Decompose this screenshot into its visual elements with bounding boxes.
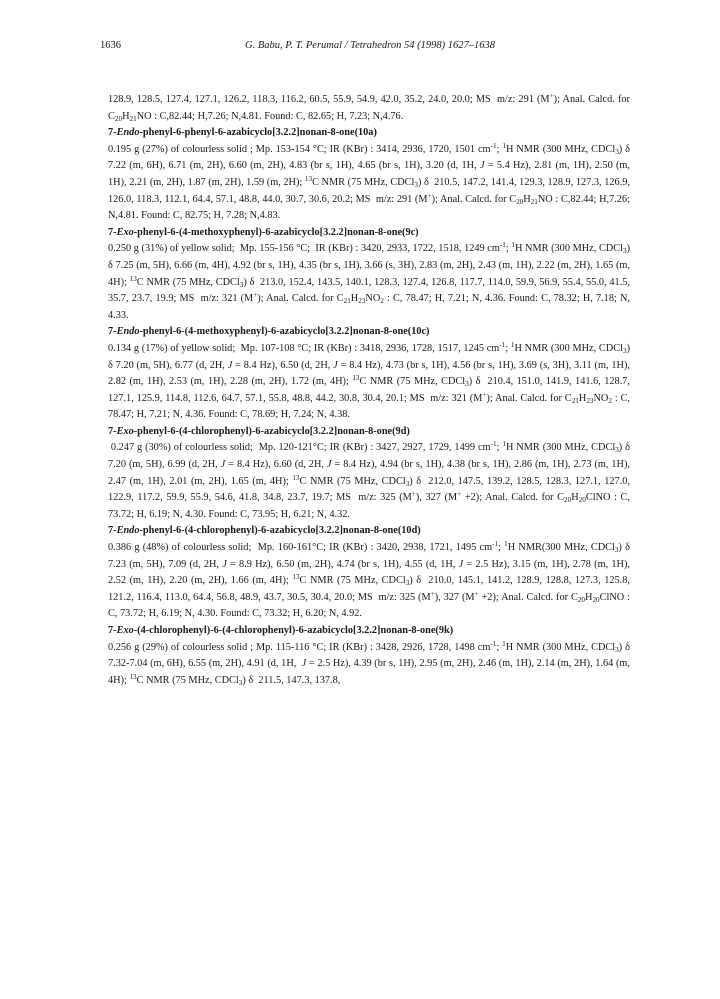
compound-data-paragraph: 0.386 g (48%) of colourless solid; Mp. 160-161°C; IR (KBr) : 3420, 2938, 1721, 1495 $cm^{-1}$; $^1$H NMR(300 MHz, CDCl$_3$) δ 7.23 (m, 5H), 7.09 (d, 2H, J = 8.9 Hz), 6.50 (m, 2H), 4.74 (br s, 1H), 4.55 (d, 1H, J = 2.5 Hz), 3.15 (m, 1H), 2.78 (m, 1H), 2.52 (m, 1H), 2.20 (m, 2H), 1.66 (m, 4H); $^{13}$C NMR (75 MHz, CDCl$_3$) δ 210.0, 145.1, 141.2, 128.9, 128.8, 127.3, 125.8, 121.2, 116.4, 113.0, 64.4, 56.8, 48.9, 43.7, 30.5, 30.4, 20.0; MS m/z: 325 (M+), 327 (M+ +2); Anal. Calcd. for $C_{20}H_{20}ClNO$ : C, 73.72; H, 6.19; N, 4.30. Found: C, 73.32; H, 6.20; N, 4.92. bbox=[108, 540, 631, 620]
compound-title: 7-Endo-phenyl-6-phenyl-6-azabicyclo[3.2.2]nonan-8-one(10a) bbox=[108, 127, 377, 139]
compound-data-paragraph: 0.250 g (31%) of yellow solid; Mp. 155-156 °C; IR (KBr) : 3420, 2933, 1722, 1518, 1249 $cm^{-1}$; $^1$H NMR (300 MHz, CDCl$_3$) δ 7.25 (m, 5H), 6.66 (m, 4H), 4.92 (br s, 1H), 4.35 (br s, 1H), 3.66 (s, 3H), 2.83 (m, 2H), 2.43 (m, 1H), 2.22 (m, 2H), 1.65 (m, 4H); $^{13}$C NMR (75 MHz, CDCl$_3$) δ 213.0, 152.4, 143.5, 140.1, 128.3, 127.4, 126.8, 117.7, 114.0, 59.9, 56.9, 55.4, 55.0, 41.5, 35.7, 23.7, 19.9; MS m/z: 321 (M+); Anal. Calcd. for $C_{21}H_{23}NO_2$ : C, 78.47; H, 7.21; N, 4.36. Found: C, 78.32; H, 7.18; N, 4.33. bbox=[108, 241, 631, 321]
compound-data-paragraph: 0.247 g (30%) of colourless solid; Mp. 120-121°C; IR (KBr) : 3427, 2927, 1729, 1499 $cm^{-1}$; $^1$H NMR (300 MHz, CDCl$_3$) δ 7.20 (m, 5H), 6.99 (d, 2H, J = 8.4 Hz), 6.60 (d, 2H, J = 8.4 Hz), 4.94 (br s, 1H), 4.38 (br s, 1H), 2.86 (m, 1H), 2.73 (m, 1H), 2.47 (m, 1H), 2.01 (m, 2H), 1.65 (m, 4H); $^{13}$C NMR (75 MHz, CDCl$_3$) δ 212.0, 147.5, 139.2, 128.5, 128.3, 127.1, 127.0, 122.9, 117.2, 59.9, 55.9, 54.6, 41.8, 34.8, 23.7, 19.7; MS m/z: 325 (M+), 327 (M+ +2); Anal. Calcd. for $C_{20}H_{20}ClNO$ : C, 73.72; H, 6.19; N, 4.30. Found: C, 73.95; H, 6.21; N, 4.32. bbox=[108, 440, 631, 520]
compound-title: 7-Exo-(4-chlorophenyl)-6-(4-chlorophenyl)-6-azabicyclo[3.2.2]nonan-8-one(9k) bbox=[108, 625, 454, 636]
experimental-section bbox=[108, 92, 630, 689]
compound-data-paragraph: 128.9, 128.5, 127.4, 127.1, 126.2, 118.3, 116.2, 60.5, 55.9, 54.9, 42.0, 35.2, 24.0, 20.0; MS m/z: 291 (M+); Anal. Calcd. for $C_{20}H_{21}NO$ : C,82.44; H,7.26; N,4.81. Found: C, 82.65; H, 7.23; N,4.76. bbox=[108, 92, 630, 123]
journal-citation: G. Babu, P. T. Perumal / Tetrahedron 54 (1998) 1627–1638 bbox=[245, 40, 495, 51]
compound-title: 7-Exo-phenyl-6-(4-methoxyphenyl)-6-azabicyclo[3.2.2]nonan-8-one(9c) bbox=[108, 226, 419, 238]
compound-title: 7-Endo-phenyl-6-(4-methoxyphenyl)-6-azabicyclo[3.2.2]nonan-8-one(10c) bbox=[108, 326, 430, 338]
running-header bbox=[100, 40, 640, 54]
compound-title: 7-Exo-phenyl-6-(4-chlorophenyl)-6-azabicyclo[3.2.2]nonan-8-one(9d) bbox=[108, 425, 410, 437]
compound-data-paragraph: 0.134 g (17%) of yellow solid; Mp. 107-108 °C; IR (KBr) : 3418, 2936, 1728, 1517, 1245 $cm^{-1}$; $^1$H NMR (300 MHz, CDCl$_3$) δ 7.20 (m, 5H), 6.77 (d, 2H, J = 8.4 Hz), 6.50 (d, 2H, J = 8.4 Hz), 4.73 (br s, 1H), 4.56 (br s, 1H), 3.69 (s, 3H), 3.11 (m, 1H), 2.82 (m, 1H), 2.53 (m, 1H), 2.28 (m, 2H), 1.72 (m, 4H); $^{13}$C NMR (75 MHz, CDCl$_3$) δ 210.4, 151.0, 141.9, 141.6, 128.7, 127.1, 125.9, 114.8, 112.6, 64.7, 57.1, 55.8, 48.8, 44.2, 30.8, 30.4, 20.1; MS m/z: 321 (M+); Anal. Calcd. for $C_{21}H_{23}NO_2$ : C, 78.47; H, 7.21; N, 4.36. Found: C, 78.69; H, 7.24; N, 4.38. bbox=[108, 340, 631, 421]
compound-data-paragraph: 0.195 g (27%) of colourless solid ; Mp. 153-154 °C; IR (KBr) : 3414, 2936, 1720, 1501 $cm^{-1}$; $^1$H NMR (300 MHz, CDCl$_3$) δ 7.22 (m, 6H), 6.71 (m, 2H), 6.60 (m, 2H), 4.83 (br s, 1H), 4.65 (br s, 1H), 3.20 (d, 1H, J = 5.4 Hz), 2.81 (m, 1H), 2.50 (m, 1H), 2.21 (m, 2H), 1.87 (m, 2H), 1.59 (m, 2H); $^{13}$C NMR (75 MHz, CDCl$_3$) δ 210.5, 147.2, 141.4, 129.3, 128.9, 127.3, 126.9, 126.0, 118.3, 112.1, 64.4, 57.1, 48.8, 44.0, 30.7, 30.6, 20.2; MS m/z: 291 (M+); Anal. Calcd. for $C_{20}H_{21}NO$ : C,82.44; H,7.26; N,4.81. Found: C, 82.75; H, 7.28; N,4.83. bbox=[108, 141, 631, 222]
compound-data-paragraph: 0.256 g (29%) of colourless solid ; Mp. 115-116 °C; IR (KBr) : 3428, 2926, 1728, 1498 $cm^{-1}$; $^1$H NMR (300 MHz, CDCl$_3$) δ 7.32-7.04 (m, 6H), 6.55 (m, 2H), 4.91 (d, 1H, J = 2.5 Hz), 4.39 (br s, 1H), 2.95 (m, 2H), 2.46 (m, 1H), 2.14 (m, 2H), 1.64 (m, 4H); $^{13}$C NMR (75 MHz, CDCl$_3$) δ 211.5, 147.3, 137.8, bbox=[108, 639, 630, 687]
compound-title: 7-Endo-phenyl-6-(4-chlorophenyl)-6-azabicyclo[3.2.2]nonan-8-one(10d) bbox=[108, 525, 421, 537]
page-number: 1636 bbox=[100, 40, 121, 51]
